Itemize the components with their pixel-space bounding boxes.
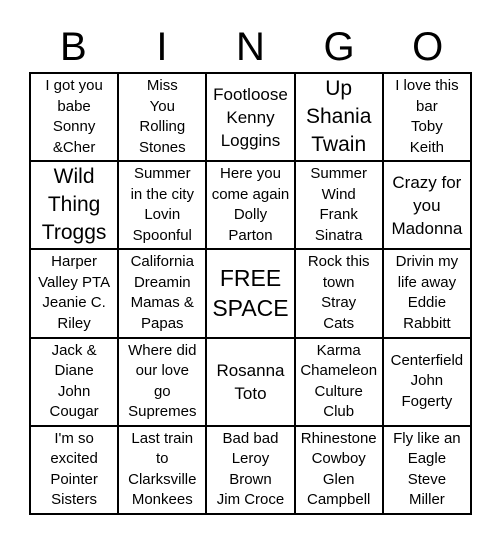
header-letter-o: O xyxy=(412,25,444,69)
bingo-cell[interactable]: Jack & Diane John Cougar xyxy=(30,338,118,426)
bingo-cell[interactable]: Here you come again Dolly Parton xyxy=(206,161,294,249)
bingo-cell[interactable]: Rhinestone Cowboy Glen Campbell xyxy=(295,426,383,514)
header-letter-n: N xyxy=(236,25,265,69)
bingo-cell[interactable]: Last train to Clarksville Monkees xyxy=(118,426,206,514)
bingo-cell[interactable]: Rock this town Stray Cats xyxy=(295,249,383,337)
bingo-cell[interactable]: Rosanna Toto xyxy=(206,338,294,426)
bingo-cell[interactable]: Where did our love go Supremes xyxy=(118,338,206,426)
bingo-header xyxy=(29,22,472,72)
bingo-cell[interactable]: Harper Valley PTA Jeanie C. Riley xyxy=(30,249,118,337)
bingo-cell[interactable]: Summer Wind Frank Sinatra xyxy=(295,161,383,249)
bingo-cell[interactable]: I love this bar Toby Keith xyxy=(383,73,471,161)
bingo-cell[interactable]: California Dreamin Mamas & Papas xyxy=(118,249,206,337)
bingo-cell[interactable]: Up Shania Twain xyxy=(295,73,383,161)
bingo-cell[interactable]: Karma Chameleon Culture Club xyxy=(295,338,383,426)
bingo-cell[interactable]: Miss You Rolling Stones xyxy=(118,73,206,161)
bingo-cell[interactable]: Drivin my life away Eddie Rabbitt xyxy=(383,249,471,337)
header-letter-b: B xyxy=(59,25,87,69)
bingo-cell[interactable]: Bad bad Leroy Brown Jim Croce xyxy=(206,426,294,514)
free-space-cell[interactable]: FREE SPACE xyxy=(206,249,294,337)
bingo-cell[interactable]: Summer in the city Lovin Spoonful xyxy=(118,161,206,249)
bingo-cell[interactable]: I'm so excited Pointer Sisters xyxy=(30,426,118,514)
bingo-cell[interactable]: Fly like an Eagle Steve Miller xyxy=(383,426,471,514)
bingo-grid xyxy=(29,72,472,515)
bingo-cell[interactable]: I got you babe Sonny &Cher xyxy=(30,73,118,161)
header-letter-i: I xyxy=(156,25,168,69)
bingo-cell[interactable]: Centerfield John Fogerty xyxy=(383,338,471,426)
bingo-cell[interactable]: Wild Thing Troggs xyxy=(30,161,118,249)
header-letter-g: G xyxy=(323,25,355,69)
bingo-cell[interactable]: Crazy for you Madonna xyxy=(383,161,471,249)
bingo-cell[interactable]: Footloose Kenny Loggins xyxy=(206,73,294,161)
